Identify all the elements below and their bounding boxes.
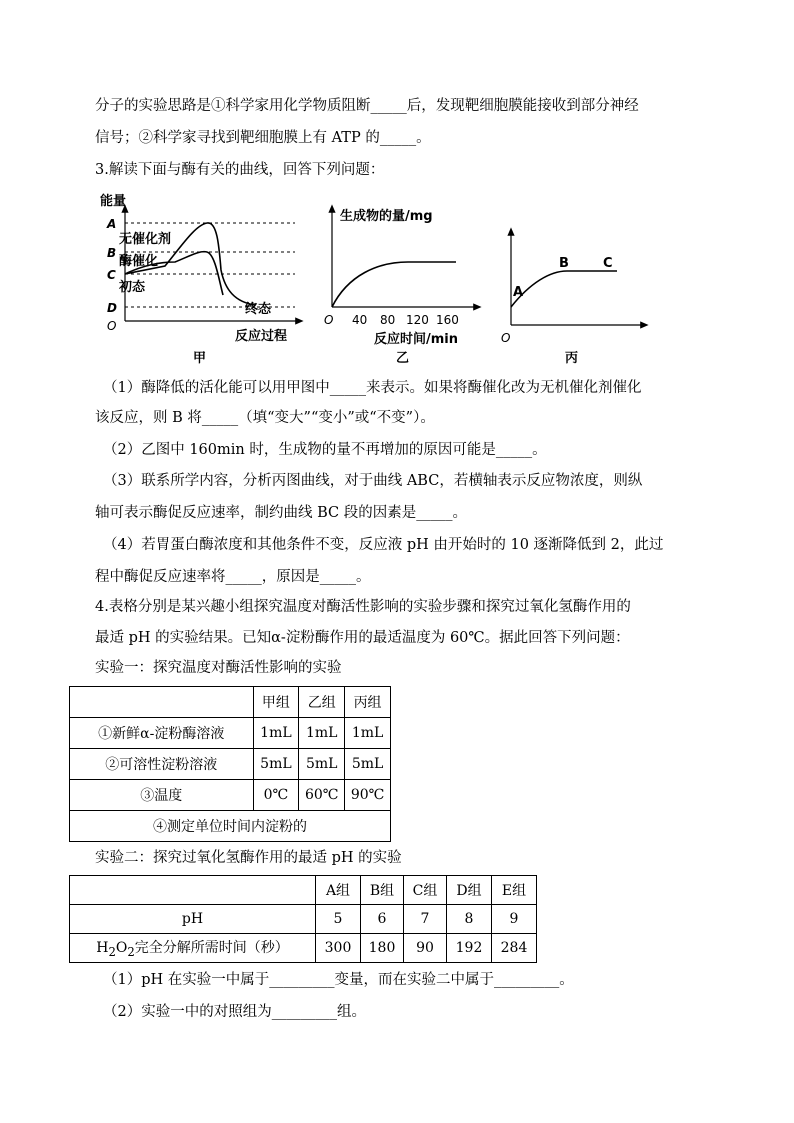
yi-x-label: 反应时间/min (374, 332, 459, 347)
question-3-line-1: （3）联系所学内容，分析丙图曲线，对于曲线 ABC，若横轴表示反应物浓度，则纵 (103, 473, 643, 489)
sub-question-1: （1）pH 在实验一中属于_________变量，而在实验二中属于_________。 (103, 972, 574, 988)
table-cell: 300 (316, 934, 361, 963)
yi-tick-160: 160 (436, 313, 459, 327)
yi-curve (332, 262, 456, 307)
table-row (70, 934, 537, 963)
table-cell: 7 (404, 905, 447, 934)
sub-question-2: （2）实验一中的对照组为_________组。 (103, 1004, 366, 1020)
question-1-line-2: 该反应，则 B 将_____（填“变大”“变小”或“不变”）。 (95, 410, 435, 426)
table-row (70, 718, 391, 749)
text-line-1: 分子的实验思路是①科学家用化学物质阻断_____后，发现靶细胞膜能接收到部分神经 (95, 98, 639, 114)
experiment-2-table (69, 875, 537, 963)
table-cell: 5 (316, 905, 361, 934)
experiment-2-title: 实验二：探究过氧化氢酶作用的最适 pH 的实验 (95, 850, 402, 866)
table-cell: ②可溶性淀粉溶液 (70, 749, 254, 780)
table-cell (70, 687, 254, 718)
table-row (70, 687, 391, 718)
h2o2-label-rest: 完全分解所需时间（秒） (134, 940, 289, 957)
bing-caption: 丙 (565, 351, 579, 366)
h2o2-label-sub: 2 (127, 944, 135, 959)
table-row (70, 749, 391, 780)
yi-y-label: 生成物的量/mg (340, 209, 433, 224)
yi-origin: O (324, 313, 334, 327)
figure-yi (318, 200, 488, 370)
question-1-line-1: （1）酶降低的活化能可以用甲图中_____来表示。如果将酶催化改为无机催化剂催化 (103, 380, 642, 396)
question-2: （2）乙图中 160min 时，生成物的量不再增加的原因可能是_____。 (103, 442, 547, 458)
table-cell: 0℃ (253, 780, 299, 811)
experiment-1-table (69, 686, 391, 842)
table-cell: 6 (361, 905, 404, 934)
table-row (70, 876, 537, 905)
yi-tick-40: 40 (352, 313, 368, 327)
figure-jia (95, 190, 310, 370)
table-cell: 5mL (345, 749, 391, 780)
jia-level-b: B (107, 246, 117, 260)
jia-level-c: C (107, 268, 116, 282)
bing-origin: O (501, 331, 511, 345)
table-cell: 180 (361, 934, 404, 963)
bing-point-a: A (513, 285, 524, 300)
table-header: E组 (492, 876, 537, 905)
table-cell: 5mL (253, 749, 299, 780)
table-header: A组 (316, 876, 361, 905)
jia-origin: O (107, 319, 117, 333)
table-cell: 1mL (345, 718, 391, 749)
table-cell: pH (70, 905, 316, 934)
text-line-2: 信号；②科学家寻找到靶细胞膜上有 ATP 的_____。 (95, 130, 431, 146)
table-cell: 192 (447, 934, 492, 963)
bing-point-b: B (559, 256, 569, 271)
question-4-line-2: 程中酶促反应速率将_____，原因是_____。 (95, 569, 371, 585)
jia-label-initial: 初态 (119, 280, 146, 295)
yi-tick-80: 80 (380, 313, 396, 327)
table-header: B组 (361, 876, 404, 905)
jia-label-final: 终态 (245, 302, 272, 317)
table-cell (70, 876, 316, 905)
problem-4-line-2: 最适 pH 的实验结果。已知α-淀粉酶作用的最适温度为 60℃。据此回答下列问题： (95, 630, 630, 646)
problem-4-line-1: 4.表格分别是某兴趣小组探究温度对酶活性影响的实验步骤和探究过氧化氢酶作用的 (95, 599, 631, 615)
table-cell: ③温度 (70, 780, 254, 811)
jia-label-enzyme: 酶催化 (119, 254, 159, 269)
table-header: 乙组 (299, 687, 345, 718)
jia-x-label: 反应过程 (235, 329, 288, 344)
table-cell: 8 (447, 905, 492, 934)
jia-level-a: A (107, 217, 117, 231)
experiment-1-title: 实验一：探究温度对酶活性影响的实验 (95, 660, 342, 676)
jia-caption: 甲 (193, 351, 207, 366)
jia-level-d: D (107, 301, 117, 315)
table-header: 丙组 (345, 687, 391, 718)
jia-label-no-catalyst: 无催化剂 (119, 232, 172, 247)
h2o2-label-h: H (96, 940, 109, 957)
yi-caption: 乙 (396, 351, 410, 366)
table-cell: 284 (492, 934, 537, 963)
question-3-line-2: 轴可表示酶促反应速率，制约曲线 BC 段的因素是_____。 (95, 505, 467, 521)
h2o2-label-o: O (115, 940, 128, 957)
h2o2-label-sub: 2 (108, 944, 116, 959)
table-cell: 90℃ (345, 780, 391, 811)
table-cell: 60℃ (299, 780, 345, 811)
table-header: C组 (404, 876, 447, 905)
table-cell (70, 934, 316, 963)
bing-curve (511, 271, 617, 307)
table-row (70, 905, 537, 934)
figure-bing (495, 225, 655, 370)
question-3-heading: 3.解读下面与酶有关的曲线，回答下列问题： (95, 162, 385, 178)
question-4-line-1: （4）若胃蛋白酶浓度和其他条件不变，反应液 pH 由开始时的 10 逐渐降低到 2，此过 (103, 537, 664, 553)
yi-tick-120: 120 (406, 313, 429, 327)
table-header: D组 (447, 876, 492, 905)
table-cell: ①新鲜α-淀粉酶溶液 (70, 718, 254, 749)
table-cell: 9 (492, 905, 537, 934)
table-cell: 90 (404, 934, 447, 963)
bing-point-c: C (603, 256, 613, 271)
table-row (70, 780, 391, 811)
table-cell: 1mL (299, 718, 345, 749)
table-header: 甲组 (253, 687, 299, 718)
table-row (70, 811, 391, 842)
table-cell: 5mL (299, 749, 345, 780)
table-cell: ④测定单位时间内淀粉的 (70, 811, 391, 842)
jia-y-label: 能量 (100, 194, 127, 209)
table-cell: 1mL (253, 718, 299, 749)
